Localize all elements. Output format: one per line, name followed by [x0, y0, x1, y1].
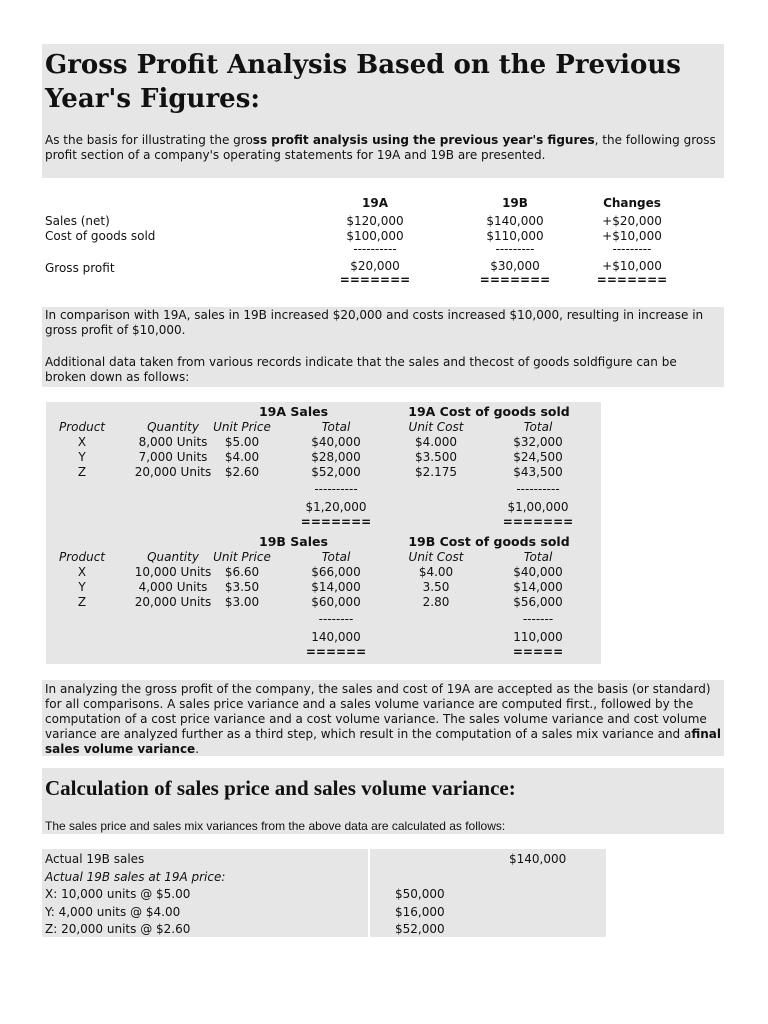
table-cell: $66,000: [311, 565, 361, 579]
intro-text-b: , the following gross profit section of a company's operating statements for 19A and 19B are presented.: [45, 133, 716, 162]
table-cell: $43,500: [513, 465, 563, 479]
total-value: $1,00,000: [507, 500, 569, 514]
analysis-text-a: In analyzing the gross profit of the company, the sales and cost of 19A are accepted as the basis (or standard) for all comparisons. A sales price variance and a sales volume variance are computed first., followed by the computation of a cost price variance and a cost volume variance. The sales volume variance and cost volume variance are analyzed further as a third step, which result in the computation of a sales mix variance and a: [45, 682, 711, 741]
column-header: Unit Price: [213, 420, 271, 434]
table-cell: $4.00: [418, 565, 454, 579]
variance-row-label: X: 10,000 units @ $5.00: [45, 887, 191, 901]
analysis-block: [42, 680, 724, 756]
variance-row-label: Actual 19B sales at 19A price:: [45, 869, 226, 884]
table-cell: $14,000: [513, 580, 563, 594]
row-label-sales: Sales (net): [45, 214, 110, 228]
dash-line: ---------: [495, 242, 535, 256]
table-cell: $3.500: [415, 450, 457, 464]
cell: $20,000: [350, 259, 400, 273]
variance-row-label: Actual 19B sales: [45, 852, 145, 866]
col-header-19a: 19A: [362, 196, 388, 210]
col-header-19b: 19B: [502, 196, 528, 210]
table-cell: $2.60: [224, 465, 260, 479]
analysis-text-b: .: [195, 742, 200, 756]
intro-text-bold: ss profit analysis using the previous year's figures: [252, 133, 595, 147]
breakdown-table: [46, 402, 601, 664]
variance-row-label: Z: 20,000 units @ $2.60: [45, 922, 191, 936]
table-cell: 8,000 Units: [138, 435, 208, 449]
eq-line: =======: [479, 273, 551, 287]
table-cell: $32,000: [513, 435, 563, 449]
table-cell: X: [77, 565, 87, 579]
eq-line: =======: [502, 515, 574, 529]
table-cell: 20,000 Units: [134, 595, 212, 609]
variance-mid-value: $16,000: [395, 904, 445, 919]
cell: +$10,000: [602, 229, 662, 243]
total-value: 110,000: [513, 630, 563, 644]
table-cell: $14,000: [311, 580, 361, 594]
variance-row-label: Y: 4,000 units @ $4.00: [45, 904, 181, 919]
cost-section-title: 19A Cost of goods sold: [408, 404, 570, 419]
table-cell: 20,000 Units: [134, 465, 212, 479]
table-cell: 3.50: [422, 580, 450, 594]
variance-mid-value: $50,000: [395, 887, 445, 901]
cell: +$10,000: [602, 259, 662, 273]
table-cell: $52,000: [311, 465, 361, 479]
sales-section-title: 19A Sales: [258, 404, 329, 419]
column-header: Product: [58, 420, 106, 434]
table-cell: $3.00: [224, 595, 260, 609]
table-cell: $24,500: [513, 450, 563, 464]
eq-line: =======: [300, 515, 372, 529]
sales-section-title: 19B Sales: [259, 534, 328, 549]
page-title: Gross Profit Analysis Based on the Previous Year's Figures:: [45, 50, 681, 114]
column-header: Quantity: [147, 420, 199, 434]
dash-line: ----------: [516, 482, 560, 496]
section-heading: Calculation of sales price and sales volume variance:: [45, 776, 516, 800]
cell: $100,000: [346, 229, 404, 243]
eq-line: =======: [339, 273, 411, 287]
dash-line: --------: [318, 612, 354, 626]
variance-intro-paragraph: The sales price and sales mix variances from the above data are calculated as follows:: [45, 819, 506, 833]
intro-text-a: As the basis for illustrating the gro: [45, 133, 253, 147]
comparison-paragraph: In comparison with 19A, sales in 19B increased $20,000 and costs increased $10,000, resulting in increase in gross profit of $10,000.: [45, 308, 704, 337]
row-label-cogs: Cost of goods sold: [45, 229, 156, 243]
cell: $140,000: [486, 214, 544, 228]
table-cell: 10,000 Units: [134, 565, 212, 579]
table-cell: $40,000: [311, 435, 361, 449]
table-cell: Y: [78, 580, 86, 594]
table-cell: $60,000: [311, 595, 361, 609]
column-header: Unit Cost: [408, 550, 464, 564]
table-cell: $2.175: [415, 465, 457, 479]
eq-line: ======: [305, 645, 367, 659]
total-value: $1,20,000: [305, 500, 367, 514]
variance-table: [42, 849, 606, 937]
column-header: Product: [58, 550, 106, 564]
table-cell: 7,000 Units: [138, 450, 208, 464]
comparison-block: [42, 307, 724, 387]
table-cell: Z: [77, 465, 87, 479]
dash-line: ---------: [612, 242, 652, 256]
table-cell: $56,000: [513, 595, 563, 609]
cell: $30,000: [490, 259, 540, 273]
eq-line: =====: [512, 645, 564, 659]
table-cell: $4.000: [415, 435, 457, 449]
dash-line: -------: [522, 612, 554, 626]
intro-paragraph: [45, 133, 721, 163]
dash-line: ----------: [314, 482, 358, 496]
table-cell: 2.80: [422, 595, 450, 609]
table-cell: $28,000: [311, 450, 361, 464]
column-header: Quantity: [147, 550, 199, 564]
additional-data-paragraph: Additional data taken from various records indicate that the sales and thecost of goods soldfigure can be broken down as follows:: [45, 355, 677, 384]
column-header: Total: [523, 550, 553, 564]
table-cell: $6.60: [224, 565, 260, 579]
table-cell: $5.00: [224, 435, 260, 449]
cell: $110,000: [486, 229, 544, 243]
variance-right-value: $140,000: [509, 852, 567, 866]
cell: $120,000: [346, 214, 404, 228]
table-cell: X: [77, 435, 87, 449]
table-cell: $40,000: [513, 565, 563, 579]
column-header: Total: [321, 420, 351, 434]
table-cell: Z: [77, 595, 87, 609]
column-header: Unit Cost: [408, 420, 464, 434]
column-header: Total: [321, 550, 351, 564]
row-label-gross: Gross profit: [45, 261, 115, 275]
dash-line: ----------: [353, 242, 397, 256]
table-cell: Y: [78, 450, 86, 464]
eq-line: =======: [596, 273, 668, 287]
gross-profit-table: [42, 190, 724, 290]
table-cell: $4.00: [224, 450, 260, 464]
column-header: Total: [523, 420, 553, 434]
total-value: 140,000: [311, 630, 361, 644]
variance-heading-block: [42, 768, 724, 834]
col-header-changes: Changes: [603, 196, 661, 210]
variance-mid-value: $52,000: [395, 922, 445, 936]
table-cell: $3.50: [224, 580, 260, 594]
analysis-text-bold: final sales volume variance: [45, 727, 721, 756]
table-cell: 4,000 Units: [138, 580, 208, 594]
cost-section-title: 19B Cost of goods sold: [408, 534, 570, 549]
cell: +$20,000: [602, 214, 662, 228]
analysis-paragraph: [45, 682, 725, 757]
column-header: Unit Price: [213, 550, 271, 564]
title-block: [42, 44, 724, 178]
